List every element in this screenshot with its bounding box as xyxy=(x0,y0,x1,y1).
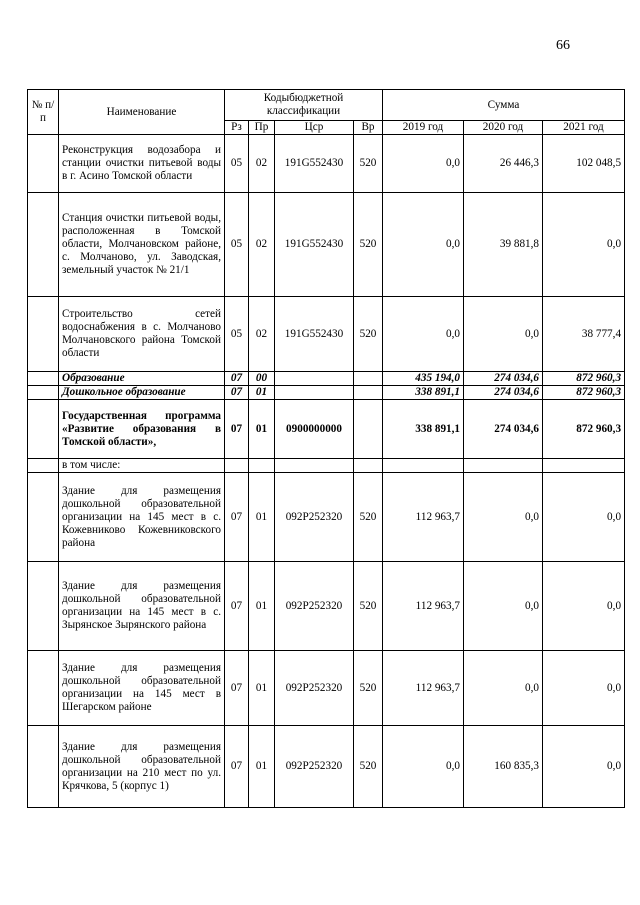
row-2021: 872 960,3 xyxy=(543,400,625,459)
row-vr: 520 xyxy=(354,473,383,562)
row-num xyxy=(28,297,59,372)
row-rz: 07 xyxy=(225,473,249,562)
row-2021: 0,0 xyxy=(543,651,625,726)
table-row-program xyxy=(28,400,625,459)
header-sum: Сумма xyxy=(383,90,625,121)
row-pr: 01 xyxy=(249,400,275,459)
row-pr: 01 xyxy=(249,726,275,808)
row-rz: 05 xyxy=(225,135,249,193)
row-2021: 0,0 xyxy=(543,726,625,808)
row-num xyxy=(28,400,59,459)
row-pr: 01 xyxy=(249,651,275,726)
row-pr: 01 xyxy=(249,473,275,562)
row-2019: 112 963,7 xyxy=(383,562,464,651)
row-vr: 520 xyxy=(354,193,383,297)
header-2019: 2019 год xyxy=(383,121,464,135)
row-csr: 092P252320 xyxy=(275,651,354,726)
row-csr: 092P252320 xyxy=(275,473,354,562)
row-vr: 520 xyxy=(354,562,383,651)
row-csr xyxy=(275,372,354,386)
row-2019: 0,0 xyxy=(383,193,464,297)
row-2021: 102 048,5 xyxy=(543,135,625,193)
row-2019: 0,0 xyxy=(383,726,464,808)
row-rz: 05 xyxy=(225,193,249,297)
row-pr: 02 xyxy=(249,297,275,372)
header-name: Наименование xyxy=(59,90,225,135)
row-2020: 160 835,3 xyxy=(464,726,543,808)
row-rz: 05 xyxy=(225,297,249,372)
row-csr: 191G552430 xyxy=(275,297,354,372)
row-2020: 0,0 xyxy=(464,562,543,651)
row-vr xyxy=(354,372,383,386)
row-vr: 520 xyxy=(354,297,383,372)
row-vr: 520 xyxy=(354,651,383,726)
row-rz: 07 xyxy=(225,372,249,386)
row-name: Строительство сетей водоснабжения в с. Молчаново Молчановского района Томской области xyxy=(59,297,225,372)
table-row xyxy=(28,135,625,193)
row-num xyxy=(28,193,59,297)
row-name: Государственная программа «Развитие образования в Томской области», xyxy=(59,400,225,459)
row-num xyxy=(28,726,59,808)
header-rz: Рз xyxy=(225,121,249,135)
row-csr: 191G552430 xyxy=(275,135,354,193)
table-row xyxy=(28,726,625,808)
row-name: Реконструкция водозабора и станции очистки питьевой воды в г. Асино Томской области xyxy=(59,135,225,193)
row-vr xyxy=(354,386,383,400)
row-name: Образование xyxy=(59,372,225,386)
row-2021: 872 960,3 xyxy=(543,386,625,400)
row-csr xyxy=(275,386,354,400)
row-pr: 00 xyxy=(249,372,275,386)
table-row-including xyxy=(28,459,625,473)
row-2020: 274 034,6 xyxy=(464,400,543,459)
header-2020: 2020 год xyxy=(464,121,543,135)
header-2021: 2021 год xyxy=(543,121,625,135)
row-num xyxy=(28,562,59,651)
row-num xyxy=(28,386,59,400)
header-vr: Вр xyxy=(354,121,383,135)
row-vr: 520 xyxy=(354,726,383,808)
table-row-subsection xyxy=(28,386,625,400)
row-2020: 0,0 xyxy=(464,473,543,562)
row-2019: 435 194,0 xyxy=(383,372,464,386)
header-num: № п/п xyxy=(28,90,59,135)
row-2019: 0,0 xyxy=(383,297,464,372)
table-row xyxy=(28,651,625,726)
row-name: Здание для размещения дошкольной образовательной организации на 145 мест в с. Зырянское Зырянского района xyxy=(59,562,225,651)
row-rz: 07 xyxy=(225,386,249,400)
row-name: Здание для размещения дошкольной образовательной организации на 210 мест по ул. Крячкова, 5 (корпус 1) xyxy=(59,726,225,808)
row-2020: 39 881,8 xyxy=(464,193,543,297)
page-number: 66 xyxy=(556,38,570,53)
row-csr: 092P252320 xyxy=(275,562,354,651)
row-2021: 38 777,4 xyxy=(543,297,625,372)
budget-table xyxy=(27,89,625,808)
row-csr: 191G552430 xyxy=(275,193,354,297)
row-2019: 112 963,7 xyxy=(383,651,464,726)
row-2021: 872 960,3 xyxy=(543,372,625,386)
row-2019: 0,0 xyxy=(383,135,464,193)
row-2019: 338 891,1 xyxy=(383,400,464,459)
row-csr: 0900000000 xyxy=(275,400,354,459)
row-num xyxy=(28,651,59,726)
row-rz: 07 xyxy=(225,726,249,808)
row-2019: 112 963,7 xyxy=(383,473,464,562)
row-name: Здание для размещения дошкольной образовательной организации на 145 мест в с. Кожевниково Кожевниковского района xyxy=(59,473,225,562)
table-row xyxy=(28,473,625,562)
row-pr: 02 xyxy=(249,135,275,193)
header-csr: Цср xyxy=(275,121,354,135)
row-2021: 0,0 xyxy=(543,473,625,562)
row-num xyxy=(28,473,59,562)
row-pr: 01 xyxy=(249,562,275,651)
row-name: Станция очистки питьевой воды, расположенная в Томской области, Молчановском районе, с. Молчаново, ул. Заводская, земельный участок № 21/1 xyxy=(59,193,225,297)
row-2020: 26 446,3 xyxy=(464,135,543,193)
row-2021: 0,0 xyxy=(543,193,625,297)
row-num xyxy=(28,372,59,386)
header-pr: Пр xyxy=(249,121,275,135)
row-name: в том числе: xyxy=(59,459,225,473)
row-rz: 07 xyxy=(225,562,249,651)
row-2020: 0,0 xyxy=(464,651,543,726)
row-pr: 02 xyxy=(249,193,275,297)
header-codes: Кодыбюджетной классификации xyxy=(225,90,383,121)
row-2020: 0,0 xyxy=(464,297,543,372)
row-name: Дошкольное образование xyxy=(59,386,225,400)
row-csr: 092P252320 xyxy=(275,726,354,808)
row-vr: 520 xyxy=(354,135,383,193)
row-rz: 07 xyxy=(225,651,249,726)
row-num xyxy=(28,459,59,473)
row-pr: 01 xyxy=(249,386,275,400)
table-row-section xyxy=(28,372,625,386)
row-rz: 07 xyxy=(225,400,249,459)
row-2019: 338 891,1 xyxy=(383,386,464,400)
row-name: Здание для размещения дошкольной образовательной организации на 145 мест в Шегарском районе xyxy=(59,651,225,726)
table-row xyxy=(28,297,625,372)
row-2021: 0,0 xyxy=(543,562,625,651)
header-row-1 xyxy=(28,90,625,121)
row-2020: 274 034,6 xyxy=(464,372,543,386)
row-2020: 274 034,6 xyxy=(464,386,543,400)
table-row xyxy=(28,193,625,297)
table-row xyxy=(28,562,625,651)
row-num xyxy=(28,135,59,193)
row-vr xyxy=(354,400,383,459)
